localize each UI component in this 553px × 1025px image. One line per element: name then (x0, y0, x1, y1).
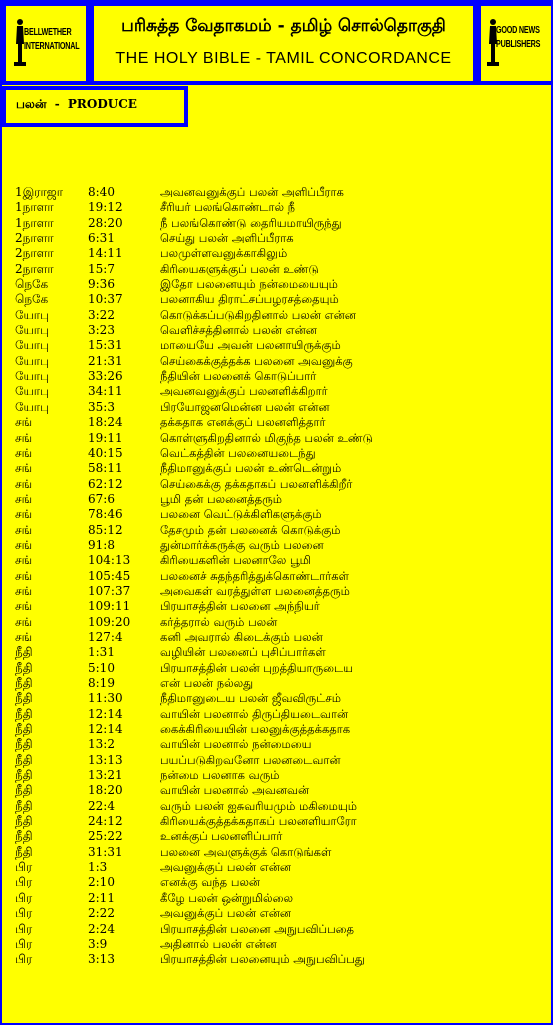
entry-book: யோபு (15, 307, 50, 322)
entry-reference: 35:3 (88, 399, 115, 414)
entry-reference: 109:20 (88, 614, 131, 629)
list-item (2, 553, 553, 568)
list-item (2, 308, 553, 323)
list-item (2, 599, 553, 614)
list-item (2, 231, 553, 246)
list-item (2, 338, 553, 353)
entry-reference: 9:36 (88, 277, 115, 292)
entry-text: அவனவனுக்குப் பலனளிக்கிறார் (160, 384, 328, 399)
entry-reference: 2:11 (88, 890, 115, 905)
entry-book: சங் (15, 568, 33, 583)
entry-reference: 31:31 (88, 844, 123, 859)
entry-reference: 40:15 (88, 445, 123, 460)
entry-book: சங் (15, 461, 33, 476)
entry-reference: 91:8 (88, 537, 115, 552)
list-item (2, 845, 553, 860)
list-item (2, 722, 553, 737)
entry-text: தக்கதாக எனக்குப் பலனளித்தார் (160, 415, 326, 430)
list-item (2, 461, 553, 476)
entry-text: மாயையே அவன் பலனாயிருக்கும் (160, 338, 341, 353)
list-item (2, 431, 553, 446)
list-item (2, 952, 553, 967)
entry-text: இதோ பலனையும் நன்மையையும் (160, 277, 338, 292)
entry-reference: 15:7 (88, 261, 115, 276)
entry-text: அவனுக்குப் பலன் என்ன (160, 860, 292, 875)
entry-reference: 13:13 (88, 752, 123, 767)
entry-book: நீதி (15, 645, 33, 660)
entry-book: சங் (15, 553, 33, 568)
list-item (2, 200, 553, 215)
list-item (2, 891, 553, 906)
entry-book: பிர (15, 936, 33, 951)
entry-book: நீதி (15, 798, 33, 813)
list-item (2, 937, 553, 952)
entry-text: வழியின் பலனைப் புசிப்பார்கள் (160, 645, 326, 660)
entry-book: யோபு (15, 353, 50, 368)
entry-book: சங் (15, 491, 33, 506)
list-item (2, 323, 553, 338)
bellwether-logo (10, 14, 82, 73)
list-item (2, 400, 553, 415)
entry-book: யோபு (15, 323, 50, 338)
headword-separator: - (54, 97, 60, 111)
entry-book: நீதி (15, 691, 33, 706)
entry-reference: 2:24 (88, 921, 115, 936)
entry-text: கீழே பலன் ஒன்றுமில்லை (160, 890, 294, 905)
list-item (2, 384, 553, 399)
entry-book: சங் (15, 629, 33, 644)
entry-reference: 2:22 (88, 906, 115, 921)
entry-text: பிரயாசத்தின் பலனை அந்நியர் (160, 599, 320, 614)
entry-text: கிரியைகளின் பலனாலே பூமி (160, 553, 311, 568)
entry-reference: 21:31 (88, 353, 123, 368)
entry-text: வெளிச்சத்தினால் பலன் என்ன (160, 323, 317, 338)
entry-book: 2நாளா (15, 231, 54, 246)
entry-reference: 67:6 (88, 491, 115, 506)
entry-reference: 14:11 (88, 246, 123, 261)
entry-text: நன்மை பலனாக வரும் (160, 768, 280, 783)
entry-book: நீதி (15, 706, 33, 721)
entry-reference: 19:12 (88, 200, 123, 215)
entry-text: பிரயாசத்தின் பலனையும் அநுபவிப்பது (160, 952, 365, 967)
list-item (2, 906, 553, 921)
entry-book: பிர (15, 875, 33, 890)
entry-reference: 34:11 (88, 384, 123, 399)
entry-reference: 18:20 (88, 783, 123, 798)
entry-reference: 19:11 (88, 430, 123, 445)
entry-text: பலனைச் சுதந்தரித்துக்கொண்டார்கள் (160, 568, 349, 583)
entry-book: சங் (15, 445, 33, 460)
entry-text: பலனை வெட்டுக்கிளிகளுக்கும் (160, 507, 322, 522)
entry-text: பலனாகிய திராட்சப்பழரசத்தையும் (160, 292, 339, 307)
logo-left-text: BELLWETHER INTERNATIONAL (24, 27, 80, 52)
entry-book: நீதி (15, 783, 33, 798)
entry-book: பிர (15, 906, 33, 921)
list-item (2, 676, 553, 691)
entry-text: நீ பலங்கொண்டு தைரியமாயிருந்து (160, 215, 342, 230)
list-item (2, 753, 553, 768)
entry-book: நீதி (15, 676, 33, 690)
list-item (2, 446, 553, 461)
list-item (2, 354, 553, 369)
entry-text: கொள்ளுகிறதினால் மிகுந்த பலன் உண்டு (160, 430, 373, 445)
list-item (2, 246, 553, 261)
list-item (2, 783, 553, 798)
list-item (2, 584, 553, 599)
entry-text: பலமுள்ளவனுக்காகிலும் (160, 246, 288, 261)
title-tamil: பரிசுத்த வேதாகமம் - தமிழ் சொல்தொகுதி (121, 16, 446, 36)
list-item (2, 768, 553, 783)
entry-book: சங் (15, 507, 33, 522)
list-item (2, 922, 553, 937)
list-item (2, 185, 553, 200)
entry-text: என் பலன் நல்லது (160, 676, 254, 690)
publisher-logo-right (477, 2, 553, 85)
entry-book: நெகே (15, 277, 49, 292)
list-item (2, 829, 553, 844)
entry-text: கொடுக்கப்படுகிறதினால் பலன் என்ன (160, 307, 356, 322)
entry-book: 2நாளா (15, 261, 54, 276)
entry-book: சங் (15, 599, 33, 614)
entry-book: சங் (15, 583, 33, 598)
entry-text: பிரயாசத்தின் பலனை அநுபவிப்பதை (160, 921, 355, 936)
entry-text: அவனுக்குப் பலன் என்ன (160, 906, 292, 921)
entry-text: செய்து பலன் அளிப்பீராக (160, 231, 294, 246)
entry-reference: 33:26 (88, 369, 123, 384)
entry-reference: 105:45 (88, 568, 131, 583)
list-item (2, 691, 553, 706)
entry-text: வெட்கத்தின் பலனையடைந்து (160, 445, 316, 460)
list-item (2, 799, 553, 814)
entry-text: வாயின் பலனால் திருப்தியடைவான் (160, 706, 349, 721)
entry-text: கனி அவரால் கிடைக்கும் பலன் (160, 629, 323, 644)
entry-book: பிர (15, 860, 33, 875)
entry-text: நீதிமானுக்குப் பலன் உண்டென்றும் (160, 461, 342, 476)
entry-reference: 109:11 (88, 599, 131, 614)
entry-reference: 3:23 (88, 323, 115, 338)
entry-book: யோபு (15, 384, 50, 399)
list-item (2, 477, 553, 492)
entry-text: வாயின் பலனால் நன்மையை (160, 737, 312, 752)
entry-book: நீதி (15, 722, 33, 737)
list-item (2, 860, 553, 875)
entry-reference: 28:20 (88, 215, 123, 230)
entry-book: யோபு (15, 369, 50, 384)
entry-reference: 1:31 (88, 645, 115, 660)
list-item (2, 875, 553, 890)
entry-text: கிரியைக்குத்தக்கதாகப் பலனளியாரோ (160, 814, 357, 829)
entry-text: நீதிமானுடைய பலன் ஜீவவிருட்சம் (160, 691, 341, 706)
entry-text: பலனை அவளுக்குக் கொடுங்கள் (160, 844, 332, 859)
list-item (2, 507, 553, 522)
entry-reference: 85:12 (88, 522, 123, 537)
entry-book: சங் (15, 522, 33, 537)
entry-text: வரும் பலன் ஐசுவரியமும் மகிமையும் (160, 798, 357, 813)
list-item (2, 523, 553, 538)
entry-book: நீதி (15, 768, 33, 783)
entry-text: தேசமும் தன் பலனைக் கொடுக்கும் (160, 522, 341, 537)
entry-reference: 25:22 (88, 829, 123, 844)
entry-text: துன்மார்க்கருக்கு வரும் பலனை (160, 537, 324, 552)
entry-book: நீதி (15, 829, 33, 844)
entry-text: கர்த்தரால் வரும் பலன் (160, 614, 278, 629)
entry-book: யோபு (15, 338, 50, 353)
entry-text: நீதியின் பலனைக் கொடுப்பார் (160, 369, 317, 384)
entry-text: அவைகள் வரத்துள்ள பலனைத்தரும் (160, 583, 350, 598)
title-banner (90, 2, 477, 85)
entry-book: சங் (15, 476, 33, 491)
entry-book: சங் (15, 537, 33, 552)
entry-book: சங் (15, 614, 33, 629)
list-item (2, 737, 553, 752)
list-item (2, 277, 553, 292)
entry-reference: 12:14 (88, 722, 123, 737)
entry-book: சங் (15, 415, 33, 430)
entry-reference: 12:14 (88, 706, 123, 721)
entry-book: பிர (15, 890, 33, 905)
entry-book: சங் (15, 430, 33, 445)
entry-reference: 127:4 (88, 629, 123, 644)
entry-reference: 15:31 (88, 338, 123, 353)
good-news-logo (485, 14, 547, 73)
logo-right-text: GOOD NEWS PUBLISHERS (496, 25, 541, 50)
entry-book: 1நாளா (15, 215, 54, 230)
entry-reference: 18:24 (88, 415, 123, 430)
list-item (2, 292, 553, 307)
entry-text: கிரியைகளுக்குப் பலன் உண்டு (160, 261, 319, 276)
entry-reference: 13:21 (88, 768, 123, 783)
entry-reference: 78:46 (88, 507, 123, 522)
entry-reference: 3:9 (88, 936, 108, 951)
entry-text: அவனவனுக்குப் பலன் அளிப்பீராக (160, 185, 344, 199)
entry-reference: 22:4 (88, 798, 115, 813)
list-item (2, 216, 553, 231)
entry-reference: 24:12 (88, 814, 123, 829)
entry-reference: 6:31 (88, 231, 115, 246)
entry-text: சீரியர் பலங்கொண்டால் நீ (160, 200, 296, 215)
list-item (2, 707, 553, 722)
entry-reference: 107:37 (88, 583, 131, 598)
entry-book: நீதி (15, 844, 33, 859)
entry-reference: 3:13 (88, 952, 115, 967)
entry-book: பிர (15, 952, 33, 967)
headword-box (2, 86, 188, 127)
entry-reference: 58:11 (88, 461, 123, 476)
entry-text: உனக்குப் பலனளிப்பார் (160, 829, 283, 844)
entry-book: நீதி (15, 660, 33, 675)
entry-reference: 2:10 (88, 875, 115, 890)
headword (16, 97, 137, 113)
list-item (2, 661, 553, 676)
entry-text: பிரயாசத்தின் பலன் புறத்தியாருடைய (160, 660, 354, 675)
list-item (2, 814, 553, 829)
entry-book: நீதி (15, 737, 33, 752)
list-item (2, 415, 553, 430)
entry-book: நீதி (15, 752, 33, 767)
entry-book: பிர (15, 921, 33, 936)
entry-text: பூமி தன் பலனைத்தரும் (160, 491, 283, 506)
entry-text: எனக்கு வந்த பலன் (160, 875, 261, 890)
entry-text: அதினால் பலன் என்ன (160, 936, 277, 951)
entry-reference: 1:3 (88, 860, 108, 875)
entry-book: 2நாளா (15, 246, 54, 261)
list-item (2, 492, 553, 507)
list-item (2, 630, 553, 645)
headword-tamil: பலன் (16, 97, 47, 111)
entry-reference: 104:13 (88, 553, 131, 568)
entry-reference: 3:22 (88, 307, 115, 322)
entry-book: 1நாளா (15, 200, 54, 215)
list-item (2, 369, 553, 384)
entry-book: 1இராஜா (15, 185, 64, 199)
entry-text: கைக்கிரியையின் பலனுக்குத்தக்கதாக (160, 722, 351, 737)
entry-reference: 13:2 (88, 737, 115, 752)
list-item (2, 538, 553, 553)
entry-reference: 8:19 (88, 676, 115, 690)
list-item (2, 262, 553, 277)
entry-text: செய்கைக்குத்தக்க பலனை அவனுக்கு (160, 353, 353, 368)
entry-book: நீதி (15, 814, 33, 829)
entry-book: யோபு (15, 399, 50, 414)
list-item (2, 615, 553, 630)
entry-reference: 62:12 (88, 476, 123, 491)
list-item (2, 645, 553, 660)
title-english: THE HOLY BIBLE - TAMIL CONCORDANCE (115, 50, 452, 67)
entry-reference: 5:10 (88, 660, 115, 675)
entry-text: செய்கைக்கு தக்கதாகப் பலனளிக்கிறீர் (160, 476, 353, 491)
entry-text: வாயின் பலனால் அவனவன் (160, 783, 310, 798)
entry-reference: 10:37 (88, 292, 123, 307)
concordance-list (2, 185, 553, 968)
list-item (2, 569, 553, 584)
entry-text: பிரயோஜனமென்ன பலன் என்ன (160, 399, 330, 414)
entry-book: நெகே (15, 292, 49, 307)
entry-reference: 11:30 (88, 691, 123, 706)
entry-text: பயப்படுகிறவனோ பலனடைவான் (160, 752, 341, 767)
entry-reference: 8:40 (88, 185, 115, 199)
headword-english: PRODUCE (67, 97, 137, 111)
publisher-logo-left (2, 2, 90, 85)
